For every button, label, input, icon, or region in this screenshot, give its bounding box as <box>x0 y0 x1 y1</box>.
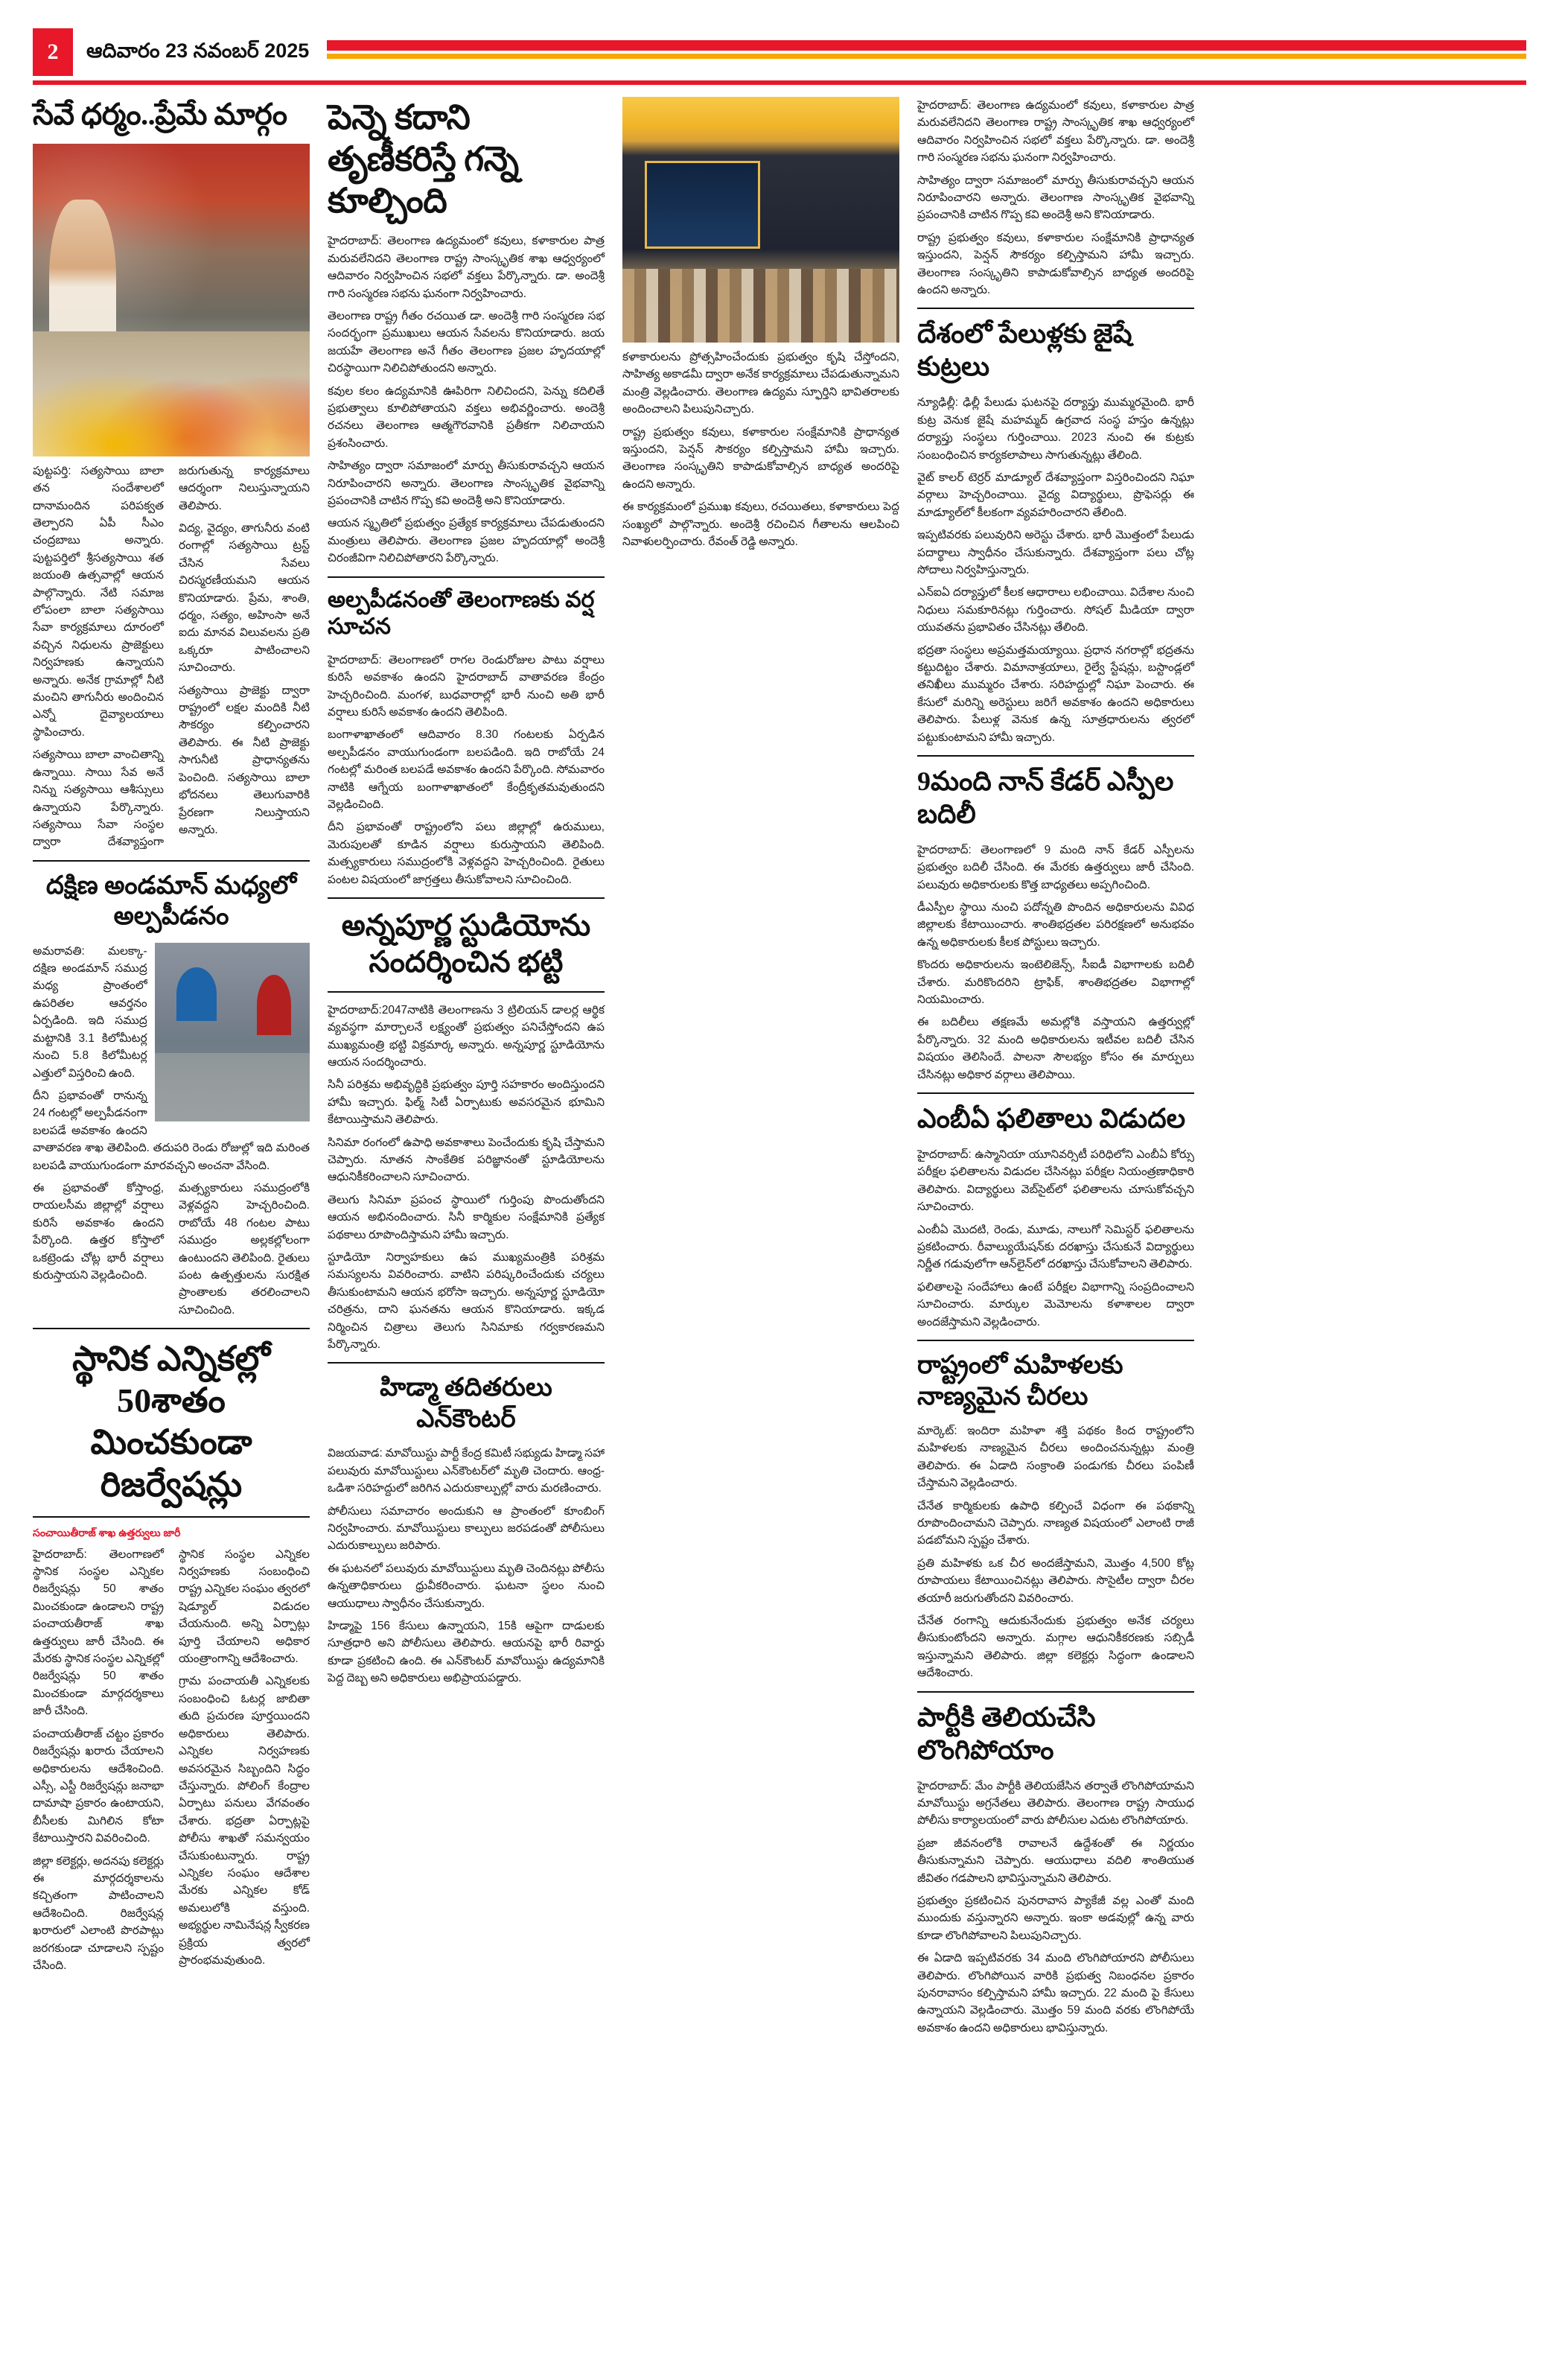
paragraph: మత్స్యకారులు సముద్రంలోకి వెళ్లవద్దని హెచ్చరించింది. రాబోయే 48 గంటల పాటు సముద్రం అల్లకల్లోలంగా ఉంటుందని తెలిపింది. రైతులు పంట ఉత్పత్తులను సురక్షిత ప్రాంతాలకు తరలించాలని సూచించింది. <box>179 1181 310 1317</box>
jaish-headline: దేశంలో పేలుళ్లకు జైషే కుట్రలు <box>917 319 1132 382</box>
paragraph: దీని ప్రభావంతో రాష్ట్రంలోని పలు జిల్లాల్లో ఉరుములు, మెరుపులతో కూడిన వర్షాలు కురుస్తాయని తెలిపింది. మత్స్యకారులు సముద్రంలోకి వెళ్లవద్దని హెచ్చరించింది. రైతులు పంటల విషయంలో జాగ్రత్తలు తీసుకోవాలని సూచించింది. <box>328 821 605 886</box>
jaish-body <box>917 394 1194 746</box>
paragraph: డీఎస్పీల స్థాయి నుంచి పదోన్నతి పొందిన అధికారులను వివిధ జిల్లాలకు కేటాయించారు. శాంతిభద్రతల పరిరక్షణలో అనుభవం ఉన్న అధికారులకు కీలక పోస్టులు ఇచ్చారు. <box>917 901 1194 949</box>
rain-wading-photo <box>155 943 310 1121</box>
quota-byline: సంచాయితీరాజ్ శాఖ ఉత్తర్వులు జారీ <box>33 1526 181 1539</box>
paragraph: జిల్లా కలెక్టర్లు, అదనపు కలెక్టర్లు ఈ మార్గదర్శకాలను కచ్చితంగా పాటించాలని ఆదేశించింది. రిజర్వేషన్ల ఖరారులో ఎలాంటి పొరపాట్లు జరగకుండా చూడాలని స్పష్టం చేసింది. <box>33 1854 164 1972</box>
divider <box>328 991 605 993</box>
mba-body <box>917 1146 1194 1331</box>
quota-body <box>33 1546 310 1977</box>
ips-headline: 9మంది నాన్ కేడర్ ఎస్పీల బదిలీ <box>917 766 1174 829</box>
divider <box>33 1328 310 1329</box>
page-number: 2 <box>33 28 73 76</box>
paragraph: పంచాయతీరాజ్ చట్టం ప్రకారం రిజర్వేషన్లు ఖరారు చేయాలని అధికారులను ఆదేశించింది. ఎస్సీ, ఎస్టీ రిజర్వేషన్లు జనాభా దామాషా ప్రకారం ఉంటాయని, బీసీలకు మిగిలిన కోటా కేటాయిస్తారని వివరించింది. <box>33 1727 164 1845</box>
paragraph: కవుల కలం ఉద్యమానికి ఊపిరిగా నిలిచిందని, పెన్ను కదిలితే ప్రభుత్వాలు కూలిపోతాయని వక్తలు అభివర్ణించారు. అందెశ్రీ రచనలు తెలంగాణ ఆత్మగౌరవానికి ప్రతీకగా నిలిచాయని ప్రశంసించారు. <box>328 384 605 450</box>
paragraph: హైదరాబాద్: తెలంగాణ ఉద్యమంలో కవులు, కళాకారుల పాత్ర మరువలేనిదని తెలంగాణ రాష్ట్ర సాంస్కృతిక శాఖ ఆధ్వర్యంలో ఆదివారం నిర్వహించిన సభలో వక్తలు పేర్కొన్నారు. డా. అందెశ్రీ గారి సంస్మరణ సభను ఘనంగా నిర్వహించారు. <box>328 235 605 300</box>
masthead-rule <box>327 28 1526 76</box>
paragraph: అమరావతి: మలక్కా- దక్షిణ అండమాన్ సముద్ర మధ్య ప్రాంతంలో ఉపరితల ఆవర్తనం ఏర్పడింది. ఇది సముద్ర మట్టానికి 3.1 కిలోమీటర్ల నుంచి 5.8 కిలోమీటర్ల ఎత్తులో విస్తరించి ఉంది. <box>33 944 147 1080</box>
paragraph: వైట్ కాలర్ టెర్రర్ మాడ్యూల్ దేశవ్యాప్తంగా విస్తరించిందని నిఘా వర్గాలు హెచ్చరించాయి. వైద్య విద్యార్థులు, ప్రొఫెసర్లు ఈ మాడ్యూల్‌లో కీలకంగా వ్యవహరించారని తేలింది. <box>917 471 1194 519</box>
cm-praying-photo <box>33 144 310 456</box>
paragraph: ఇప్పటివరకు పలువురిని అరెస్టు చేశారు. భారీ మొత్తంలో పేలుడు పదార్థాలు స్వాధీనం చేసుకున్నారు. దేశవ్యాప్తంగా పలు చోట్ల సోదాలు నిర్వహిస్తున్నారు. <box>917 529 1194 576</box>
lead-right-headline: పెన్నె కదాని తృణీకరిస్తే గన్నె కూల్చింది <box>328 98 519 220</box>
surrender-body <box>917 1778 1194 2037</box>
column-2 <box>328 97 605 2042</box>
annapurna-body <box>328 1002 605 1354</box>
paragraph: చేనేత రంగాన్ని ఆదుకునేందుకు ప్రభుత్వం అనేక చర్యలు తీసుకుంటోందని అన్నారు. మగ్గాల ఆధునికీకరణకు సబ్సిడీ ఇస్తున్నామని తెలిపారు. జిల్లా కలెక్టర్లు సిద్ధంగా ఉండాలని ఆదేశించారు. <box>917 1614 1194 1680</box>
paragraph: ఆయన స్మృతిలో ప్రభుత్వం ప్రత్యేక కార్యక్రమాలు చేపడుతుందని మంత్రులు తెలిపారు. తెలంగాణ ప్రజల హృదయాల్లో అందెశ్రీ చిరంజీవిగా నిలిచిపోతారని పేర్కొన్నారు. <box>328 517 605 565</box>
paragraph: కళాకారులను ప్రోత్సహించేందుకు ప్రభుత్వం కృషి చేస్తోందని, సాహిత్య అకాడమీ ద్వారా అనేక కార్యక్రమాలు చేపడుతున్నామని మంత్రి వెల్లడించారు. తెలంగాణ ఉద్యమ స్ఫూర్తిని భావితరాలకు అందించాలని పిలుపునిచ్చారు. <box>622 351 899 416</box>
page-grid <box>33 97 1526 2042</box>
surrender-headline: పార్టీకి తెలియచేసి లొంగిపోయాం <box>917 1702 1096 1765</box>
paragraph: పుట్టపర్తి: సత్యసాయి బాలా తన సందేశాలలో దానామందిన పరిపక్వత తెల్పారని ఏపీ సీఎం చంద్రబాబు అన్నారు. పుట్టపర్తిలో శ్రీసత్యసాయి శత జయంతి ఉత్సవాల్లో ఆయన పాల్గొన్నారు. నేటి సమాజ లోపంలా బాలా సత్యసాయి సేవా కార్యక్రమాలు దూరంలో వచ్చిన నిధులను ప్రాజెక్టులు నిర్వహణకు ఉన్నాయని అన్నారు. అనేక గ్రామాల్లో నీటి మంచిని తాగునీరు అందించిన ఎన్నో దైవ్యాలయాలు స్థాపించారు. <box>33 464 164 739</box>
paragraph: ఈ కార్యక్రమంలో ప్రముఖ కవులు, రచయితలు, కళాకారులు పెద్ద సంఖ్యలో పాల్గొన్నారు. అందెశ్రీ రచించిన గీతాలను ఆలపించి నివాళులర్పించారు. రేవంత్ రెడ్డి అన్నారు. <box>622 500 899 549</box>
mba-headline: ఎంబీఏ ఫలితాలు విడుదల <box>917 1104 1186 1134</box>
weather-body <box>328 652 605 888</box>
lead-right-body-left <box>328 232 605 567</box>
divider <box>33 1516 310 1518</box>
paragraph: గ్రామ పంచాయతీ ఎన్నికలకు సంబంధించి ఓటర్ల జాబితా తుది ప్రచురణ పూర్తయిందని అధికారులు తెలిపారు. ఎన్నికల నిర్వహణకు అవసరమైన సిబ్బందిని సిద్ధం చేస్తున్నారు. పోలింగ్ కేంద్రాల ఏర్పాటు పనులు వేగవంతం చేశారు. భద్రతా ఏర్పాట్లపై పోలీసు శాఖతో సమన్వయం చేసుకుంటున్నారు. రాష్ట్ర ఎన్నికల సంఘం ఆదేశాల మేరకు ఎన్నికల కోడ్ అమలులోకి వస్తుంది. అభ్యర్థుల నామినేషన్ల స్వీకరణ ప్రక్రియ త్వరలో ప్రారంభమవుతుంది. <box>179 1675 310 1967</box>
paragraph: ప్రజా జీవనంలోకి రావాలనే ఉద్దేశంతో ఈ నిర్ణయం తీసుకున్నామని చెప్పారు. ఆయుధాలు వదిలి శాంతియుత జీవితం గడపాలని భావిస్తున్నామని తెలిపారు. <box>917 1836 1194 1885</box>
paragraph: విజయవాడ: మావోయిస్టు పార్టీ కేంద్ర కమిటీ సభ్యుడు హిడ్మా సహా పలువురు మావోయిస్టులు ఎన్‌కౌంటర్‌లో మృతి చెందారు. ఆంధ్ర-ఒడిశా సరిహద్దులో జరిగిన ఎదురుకాల్పుల్లో వారు మరణించారు. <box>328 1447 605 1495</box>
divider <box>917 1092 1194 1094</box>
paragraph: స్టూడియో నిర్వాహకులు ఉప ముఖ్యమంత్రికి పరిశ్రమ సమస్యలను వివరించారు. వాటిని పరిష్కరించేందుకు చర్యలు తీసుకుంటామని ఆయన భరోసా ఇచ్చారు. అన్నపూర్ణ స్టూడియో చరిత్రను, దాని ఘనతను ఆయన కొనియాడారు. ఇక్కడ నిర్మించిన చిత్రాలు తెలుగు సినిమాకు గర్వకారణమని పేర్కొన్నారు. <box>328 1250 605 1352</box>
paragraph: సినిమా రంగంలో ఉపాధి అవకాశాలు పెంచేందుకు కృషి చేస్తామని చెప్పారు. నూతన సాంకేతిక పరిజ్ఞానంతో స్టూడియోలను ఆధునికీకరించాలని సూచించారు. <box>328 1136 605 1184</box>
andaman-body <box>33 943 310 1320</box>
column-1 <box>33 97 310 2042</box>
paragraph: ఈ ఘటనలో పలువురు మావోయిస్టులు మృతి చెందినట్లు పోలీసు ఉన్నతాధికారులు ధ్రువీకరించారు. ఘటనా స్థలం నుంచి ఆయుధాలు స్వాధీనం చేసుకున్నారు. <box>328 1562 605 1610</box>
divider <box>917 1691 1194 1693</box>
paragraph: సత్యసాయి ప్రాజెక్టు ద్వారా రాష్ట్రంలో లక్షల మందికి నీటి సౌకర్యం కల్పించారని తెలిపారు. ఈ నీటి ప్రాజెక్టు సాగునీటి ప్రాధాన్యతను పెంచింది. సత్యసాయి బాలా భోదనలు తెలుగువారికి ప్రేరణగా నిలుస్తాయని అన్నారు. <box>179 684 310 836</box>
paragraph: భద్రతా సంస్థలు అప్రమత్తమయ్యాయి. ప్రధాన నగరాల్లో భద్రతను కట్టుదిట్టం చేశారు. విమానాశ్రయాలు, రైల్వే స్టేషన్లు, బస్టాండ్లలో తనిఖీలు ముమ్మరం చేశారు. సరిహద్దుల్లో నిఘా పెంచారు. ఈ కేసులో మరిన్ని అరెస్టులు జరిగే అవకాశం ఉందని అధికారులు తెలిపారు. పేలుళ్ల వెనుక ఉన్న సూత్రధారులను త్వరలో పట్టుకుంటామని హామీ ఇచ్చారు. <box>917 643 1194 744</box>
paragraph: సాహిత్యం ద్వారా సమాజంలో మార్పు తీసుకురావచ్చని ఆయన నిరూపించారని అన్నారు. తెలంగాణ సాంస్కృతిక వైభవాన్ని ప్రపంచానికి చాటిన గొప్ప కవి అందెశ్రీ అని కొనియాడారు. <box>328 459 605 508</box>
paragraph: హైదరాబాద్: తెలంగాణలో స్థానిక సంస్థల ఎన్నికల రిజర్వేషన్లు 50 శాతం మించకుండా ఉండాలని రాష్ట్ర పంచాయతీరాజ్ శాఖ ఉత్తర్వులు జారీ చేసింది. ఈ మేరకు స్థానిక సంస్థల ఎన్నికల్లో రిజర్వేషన్లు 50 శాతం మించకుండా మార్గదర్శకాలు జారీ చేసింది. <box>33 1547 164 1718</box>
divider <box>917 755 1194 757</box>
paragraph: సత్యసాయి బాలా వాంచితాన్ని ఉన్నాయి. సాయి సేవ అనే నిన్ను సత్యసాయి ఆశీస్సులు ఉన్నాయని పేర్కొన్నారు. సత్యసాయి సేవా సంస్థల ద్వారా దేశవ్యాప్తంగా జరుగుతున్న కార్యక్రమాలు ఆదర్శంగా నిలుస్తున్నాయని తెలిపారు. <box>33 464 310 849</box>
annapurna-headline: అన్నపూర్ణ స్టుడియోను సందర్శించిన భట్టి <box>341 909 591 979</box>
andaman-headline: దక్షిణ అండమాన్ మధ్యలో అల్పపీడనం <box>45 871 297 931</box>
lead-right-body-right <box>917 97 1194 299</box>
encounter-headline: హిడ్మా తదితరులు ఎన్‌కౌంటర్ <box>380 1374 552 1433</box>
lead-left-body <box>33 462 310 851</box>
masthead <box>33 28 1526 76</box>
paragraph: స్థానిక సంస్థల ఎన్నికల నిర్వహణకు సంబంధించి రాష్ట్ర ఎన్నికల సంఘం త్వరలో షెడ్యూల్ విడుదల చేయనుంది. అన్ని ఏర్పాట్లు పూర్తి చేయాలని అధికార యంత్రాంగాన్ని ఆదేశించారు. <box>179 1547 310 1666</box>
column-3 <box>622 97 899 2042</box>
paragraph: ఈ ఏడాది ఇప్పటివరకు 34 మంది లొంగిపోయారని పోలీసులు తెలిపారు. లొంగిపోయిన వారికి ప్రభుత్వ నిబంధనల ప్రకారం పునరావాసం కల్పిస్తామని హామీ ఇచ్చారు. 22 మంది పై కేసులు ఉన్నాయని వెల్లడించారు. మొత్తం 59 మంది వరకు లొంగిపోయే అవకాశం ఉందని అధికారులు భావిస్తున్నారు. <box>917 1952 1194 2034</box>
divider <box>328 576 605 578</box>
weather-headline: అల్పపీడనంతో తెలంగాణకు వర్ష సూచన <box>328 587 595 640</box>
column-4 <box>917 97 1194 2042</box>
paragraph: ఈ బదిలీలు తక్షణమే అమల్లోకి వస్తాయని ఉత్తర్వుల్లో పేర్కొన్నారు. 32 మంది అధికారులను ఇటీవల బదిలీ చేసిన విషయం తెలిసిందే. పాలనా సౌలభ్యం కోసం ఈ మార్పులు చేసినట్లు అధికార వర్గాలు తెలిపాయి. <box>917 1016 1194 1081</box>
paragraph: ప్రభుత్వం ప్రకటించిన పునరావాస ప్యాకేజీ వల్ల ఎంతో మంది ముందుకు వస్తున్నారని అన్నారు. ఇంకా అడవుల్లో ఉన్న వారు కూడా లొంగిపోవాలని పిలుపునిచ్చారు. <box>917 1894 1194 1942</box>
paragraph: కొందరు అధికారులను ఇంటెలిజెన్స్, సీఐడీ విభాగాలకు బదిలీ చేశారు. మరికొందరిని ట్రాఫిక్, శాంతిభద్రతల విభాగాల్లో నియమించారు. <box>917 958 1194 1007</box>
paragraph: హైదరాబాద్: తెలంగాణలో 9 మంది నాన్ కేడర్ ఎస్పీలను ప్రభుత్వం బదిలీ చేసింది. ఈ మేరకు ఉత్తర్వులు జారీ చేసింది. పలువురు అధికారులకు కొత్త బాధ్యతలు అప్పగించింది. <box>917 843 1194 891</box>
paragraph: హిడ్మాపై 156 కేసులు ఉన్నాయని, 15కి ఆపైగా దాడులకు సూత్రధారి అని పోలీసులు తెలిపారు. ఆయనపై భారీ రివార్డు కూడా ప్రకటించి ఉంది. ఈ ఎన్‌కౌంటర్ మావోయిస్టు ఉద్యమానికి పెద్ద దెబ్బ అని అధికారులు అభిప్రాయపడ్డారు. <box>328 1620 605 1685</box>
newspaper-page <box>0 28 1559 2380</box>
paragraph: తెలంగాణ రాష్ట్ర గీతం రచయిత డా. అందెశ్రీ గారి సంస్మరణ సభ సందర్భంగా ప్రముఖులు ఆయన సేవలను కొనియాడారు. జయ జయహే తెలంగాణ అనే గీతం తెలంగాణ ప్రజల హృదయాల్లో చిరస్థాయిగా నిలిచిపోతుందని అన్నారు. <box>328 309 605 375</box>
paragraph: సినీ పరిశ్రమ అభివృద్ధికి ప్రభుత్వం పూర్తి సహకారం అందిస్తుందని హామీ ఇచ్చారు. ఫిల్మ్ సిటీ ఏర్పాటుకు అవసరమైన భూమిని కేటాయిస్తామని తెలిపారు. <box>328 1078 605 1127</box>
quota-headline: స్థానిక ఎన్నికల్లో 50శాతం మించకుండా రిజర్వేషన్లు <box>72 1340 270 1504</box>
paragraph: పోలీసులు సమాచారం అందుకుని ఆ ప్రాంతంలో కూంబింగ్ నిర్వహించారు. మావోయిస్టులు కాల్పులు జరపడంతో పోలీసులు ఎదురుకాల్పులు జరిపారు. <box>328 1504 605 1553</box>
paragraph: మార్కెట్: ఇందిరా మహిళా శక్తి పథకం కింద రాష్ట్రంలోని మహిళలకు నాణ్యమైన చీరలు అందించనున్నట్లు మంత్రి తెలిపారు. ఈ ఏడాది సంక్రాంతి పండుగకు చీరలు పంపిణీ చేస్తామని వెల్లడించారు. <box>917 1425 1194 1490</box>
paragraph: ఫలితాలపై సందేహాలు ఉంటే పరీక్షల విభాగాన్ని సంప్రదించాలని సూచించారు. మార్కుల మెమోలను కళాశాలల ద్వారా అందజేస్తామని వెల్లడించారు. <box>917 1280 1194 1329</box>
divider <box>328 1362 605 1364</box>
paragraph: హైదరాబాద్: తెలంగాణ ఉద్యమంలో కవులు, కళాకారుల పాత్ర మరువలేనిదని తెలంగాణ రాష్ట్ర సాంస్కృతిక శాఖ ఆధ్వర్యంలో ఆదివారం నిర్వహించిన సభలో వక్తలు పేర్కొన్నారు. డా. అందెశ్రీ గారి సంస్మరణ సభను ఘనంగా నిర్వహించారు. <box>917 99 1194 165</box>
paragraph: హైదరాబాద్: తెలంగాణలో రాగల రెండురోజుల పాటు వర్షాలు కురిసే అవకాశం ఉందని హైదరాబాద్ వాతావరణ కేంద్రం హెచ్చరించింది. మంగళ, బుధవారాల్లో భారీ నుంచి అతి భారీ వర్షాలు కురిసే అవకాశం ఉందని తెలిపింది. <box>328 653 605 719</box>
encounter-body <box>328 1445 605 1687</box>
divider <box>328 897 605 899</box>
paragraph: రాష్ట్ర ప్రభుత్వం కవులు, కళాకారుల సంక్షేమానికి ప్రాధాన్యత ఇస్తుందని, పెన్షన్ సౌకర్యం కల్పిస్తామని హామీ ఇచ్చారు. తెలంగాణ సంస్కృతిని కాపాడుకోవాల్సిన బాధ్యత అందరిపై ఉందని అన్నారు. <box>622 425 899 491</box>
masthead-underbar <box>33 80 1526 85</box>
paragraph: న్యూఢిల్లీ: ఢిల్లీ పేలుడు ఘటనపై దర్యాప్తు ముమ్మరమైంది. భారీ కుట్ర వెనుక జైషే మహమ్మద్ ఉగ్రవాద సంస్థ హస్తం ఉన్నట్లు దర్యాప్తు సంస్థలు గుర్తించాయి. 2023 నుంచి ఈ కుట్రకు సంబంధించిన కార్యకలాపాలు సాగుతున్నట్లు తేలింది. <box>917 396 1194 462</box>
sabha-stage-photo <box>622 97 899 343</box>
divider <box>917 1340 1194 1341</box>
paragraph: సాహిత్యం ద్వారా సమాజంలో మార్పు తీసుకురావచ్చని ఆయన నిరూపించారని అన్నారు. తెలంగాణ సాంస్కృతిక వైభవాన్ని ప్రపంచానికి చాటిన గొప్ప కవి అందెశ్రీ అని కొనియాడారు. <box>917 174 1194 222</box>
paragraph: తెలుగు సినిమా ప్రపంచ స్థాయిలో గుర్తింపు పొందుతోందని ఆయన అభినందించారు. సినీ కార్మికుల సంక్షేమానికి ప్రత్యేక పథకాలు రూపొందిస్తామని హామీ ఇచ్చారు. <box>328 1193 605 1241</box>
umbrella-shape <box>257 975 291 1036</box>
paragraph: ప్రతి మహిళకు ఒక చీర అందజేస్తామని, మొత్తం 4,500 కోట్ల రూపాయలు కేటాయించినట్లు తెలిపారు. సొసైటీల ద్వారా చీరల తయారీ జరుగుతోందని వివరించారు. <box>917 1556 1194 1605</box>
paragraph: విద్య, వైద్యం, తాగునీరు వంటి రంగాల్లో సత్యసాయి ట్రస్ట్ చేసిన సేవలు చిరస్మరణీయమని ఆయన కొనియాడారు. ప్రేమ, శాంతి, ధర్మం, సత్యం, అహింసా అనే ఐదు మానవ విలువలను ప్రతి ఒక్కరూ పాటించాలని సూచించారు. <box>179 522 310 675</box>
paragraph: బంగాళాఖాతంలో ఆదివారం 8.30 గంటలకు ఏర్పడిన అల్పపీడనం వాయుగుండంగా బలపడింది. ఇది రాబోయే 24 గంటల్లో మరింత బలపడే అవకాశం ఉందని పేర్కొంది. సోమవారం నాటికి ఆగ్నేయ బంగాళాఖాతంలో కేంద్రీకృతమవుతుందని వెల్లడించింది. <box>328 728 605 812</box>
lead-left-headline: సేవే ధర్మం..ప్రేమే మార్గం <box>33 98 287 131</box>
sarees-headline: రాష్ట్రంలో మహిళలకు నాణ్యమైన చీరలు <box>917 1352 1123 1410</box>
paragraph: రాష్ట్ర ప్రభుత్వం కవులు, కళాకారుల సంక్షేమానికి ప్రాధాన్యత ఇస్తుందని, పెన్షన్ సౌకర్యం కల్పిస్తామని హామీ ఇచ్చారు. తెలంగాణ సంస్కృతిని కాపాడుకోవాల్సిన బాధ్యత అందరిపై ఉందని అన్నారు. <box>917 231 1194 297</box>
paragraph: హైదరాబాద్:2047నాటికి తెలంగాణను 3 ట్రిలియన్ డాలర్ల ఆర్థిక వ్యవస్థగా మార్చాలనే లక్ష్యంతో ప్రభుత్వం పనిచేస్తోందని ఉప ముఖ్యమంత్రి భట్టి విక్రమార్క అన్నారు. అన్నపూర్ణ స్టూడియోను ఆయన సందర్శించారు. <box>328 1003 605 1069</box>
sarees-body <box>917 1422 1194 1682</box>
paragraph: చేనేత కార్మికులకు ఉపాధి కల్పించే విధంగా ఈ పథకాన్ని రూపొందించామని చెప్పారు. నాణ్యత విషయంలో ఎలాంటి రాజీ పడబోమని స్పష్టం చేశారు. <box>917 1499 1194 1547</box>
divider <box>33 860 310 862</box>
divider <box>917 308 1194 309</box>
masthead-date: ఆదివారం 23 నవంబర్ 2025 <box>86 39 310 62</box>
ips-body <box>917 841 1194 1084</box>
paragraph: హైదరాబాద్: మేం పార్టీకి తెలియజేసిన తర్వాతే లొంగిపోయామని మావోయిస్టు అగ్రనేతలు తెలిపారు. తెలంగాణ రాష్ట్ర సాయుధ పోలీసు కార్యాలయంలో వారు పోలీసుల ఎదుట లొంగిపోయారు. <box>917 1779 1194 1827</box>
paragraph: హైదరాబాద్: ఉస్మానియా యూనివర్సిటీ పరిధిలోని ఎంబీఏ కోర్సు పరీక్షల ఫలితాలను విడుదల చేసినట్లు పరీక్షల నియంత్రణాధికారి తెలిపారు. విద్యార్థులు వెబ్‌సైట్‌లో ఫలితాలను చూసుకోవచ్చని సూచించారు. <box>917 1148 1194 1214</box>
paragraph: ఎన్ఐఏ దర్యాప్తులో కీలక ఆధారాలు లభించాయి. విదేశాల నుంచి నిధులు సమకూరినట్లు గుర్తించారు. సోషల్ మీడియా ద్వారా యువతను ప్రభావితం చేసినట్లు తేలింది. <box>917 586 1194 634</box>
paragraph: ఈ ప్రభావంతో కోస్తాంధ్ర, రాయలసీమ జిల్లాల్లో వర్షాలు కురిసే అవకాశం ఉందని పేర్కొంది. ఉత్తర కోస్తాలో ఒకట్రెండు చోట్ల భారీ వర్షాలు కురుస్తాయని వెల్లడించింది. <box>33 1181 164 1282</box>
paragraph: దీని ప్రభావంతో రానున్న 24 గంటల్లో అల్పపీడనంగా బలపడే అవకాశం ఉందని వాతావరణ శాఖ తెలిపింది. తదుపరి రెండు రోజుల్లో ఇది మరింత బలపడి వాయుగుండంగా మారవచ్చని అంచనా వేసింది. <box>33 1089 310 1172</box>
paragraph: ఎంబీఏ మొదటి, రెండు, మూడు, నాలుగో సెమిస్టర్ ఫలితాలను ప్రకటించారు. రీవాల్యుయేషన్‌కు దరఖాస్తు చేసుకునే విద్యార్థులు నిర్ణీత గడువులోగా ఆన్‌లైన్‌లో దరఖాస్తు చేసుకోవాలని తెలిపారు. <box>917 1223 1194 1271</box>
lead-right-body-mid <box>622 349 899 550</box>
